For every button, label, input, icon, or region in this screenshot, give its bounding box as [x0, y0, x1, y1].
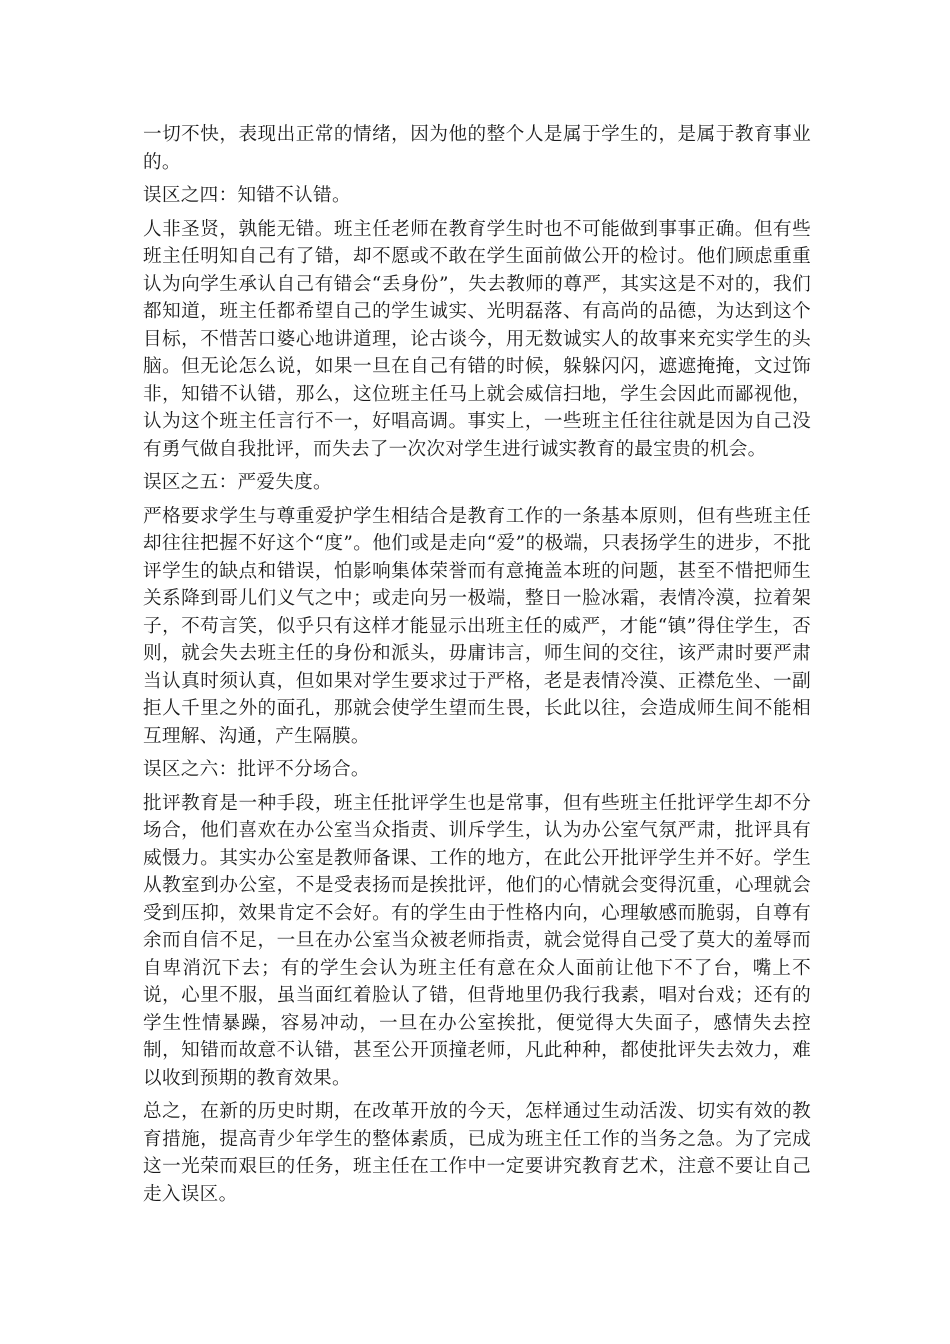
paragraph-misconception-5: 严格要求学生与尊重爱护学生相结合是教育工作的一条基本原则，但有些班主任却往往把握不好这个“度”。他们或是走向“爱”的极端，只表扬学生的进步，不批评学生的缺点和错误，怕影响集体荣誉而有意掩盖本班的问题，甚至不惜把师生关系降到哥儿们义气之中；或走向另一极端，整日一脸冰霜，表情冷漠，拉着架子，不苟言笑，似乎只有这样才能显示出班主任的威严，才能“镇”得住学生，否则，就会失去班主任的身份和派头，毋庸讳言，师生间的交往，该严肃时要严肃当认真时须认真，但如果对学生要求过于严格，老是表情冷漠、正襟危坐、一副拒人千里之外的面孔，那就会使学生望而生畏，长此以往，会造成师生间不能相互理解、沟通，产生隔膜。 — [143, 505, 811, 747]
section-heading-misconception-6: 误区之六：批评不分场合。 — [143, 759, 370, 780]
section-heading-misconception-5: 误区之五：严爱失度。 — [143, 472, 332, 493]
section-heading-misconception-4: 误区之四：知错不认错。 — [143, 185, 351, 206]
paragraph-continuation: 一切不快，表现出正常的情绪，因为他的整个人是属于学生的，是属于教育事业的。 — [143, 124, 811, 173]
document-body — [143, 121, 811, 1214]
paragraph-misconception-6: 批评教育是一种手段，班主任批评学生也是常事，但有些班主任批评学生却不分场合，他们喜欢在办公室当众指责、训斥学生，认为办公室气氛严肃，批评具有威慑力。其实办公室是教师备课、工作的地方，在此公开批评学生并不好。学生从教室到办公室，不是受表扬而是挨批评，他们的心情就会变得沉重，心理就会受到压抑，效果肯定不会好。有的学生由于性格内向，心理敏感而脆弱，自尊有余而自信不足，一旦在办公室当众被老师指责，就会觉得自己受了莫大的羞辱而自卑消沉下去；有的学生会认为班主任有意在众人面前让他下不了台，嘴上不说，心里不服，虽当面红着脸认了错，但背地里仍我行我素，唱对台戏；还有的学生性情暴躁，容易冲动，一旦在办公室挨批，便觉得大失面子，感情失去控制，知错而故意不认错，甚至公开顶撞老师，凡此种种，都使批评失去效力，难以收到预期的教育效果。 — [143, 792, 811, 1089]
paragraph-misconception-4: 人非圣贤，孰能无错。班主任老师在教育学生时也不可能做到事事正确。但有些班主任明知自己有了错，却不愿或不敢在学生面前做公开的检讨。他们顾虑重重认为向学生承认自己有错会“丢身份”，失去教师的尊严，其实这是不对的，我们都知道，班主任都希望自己的学生诚实、光明磊落、有高尚的品德，为达到这个目标，不惜苦口婆心地讲道理，论古谈今，用无数诚实人的故事来充实学生的头脑。但无论怎么说，如果一旦在自己有错的时候，躲躲闪闪，遮遮掩掩，文过饰非，知错不认错，那么，这位班主任马上就会威信扫地，学生会因此而鄙视他，认为这个班主任言行不一，好唱高调。事实上，一些班主任往往就是因为自己没有勇气做自我批评，而失去了一次次对学生进行诚实教育的最宝贵的机会。 — [143, 218, 811, 460]
paragraph-conclusion: 总之，在新的历史时期，在改革开放的今天，怎样通过生动活泼、切实有效的教育措施，提高青少年学生的整体素质，已成为班主任工作的当务之急。为了完成这一光荣而艰巨的任务，班主任在工作中一定要讲究教育艺术，注意不要让自己走入误区。 — [143, 1101, 811, 1205]
